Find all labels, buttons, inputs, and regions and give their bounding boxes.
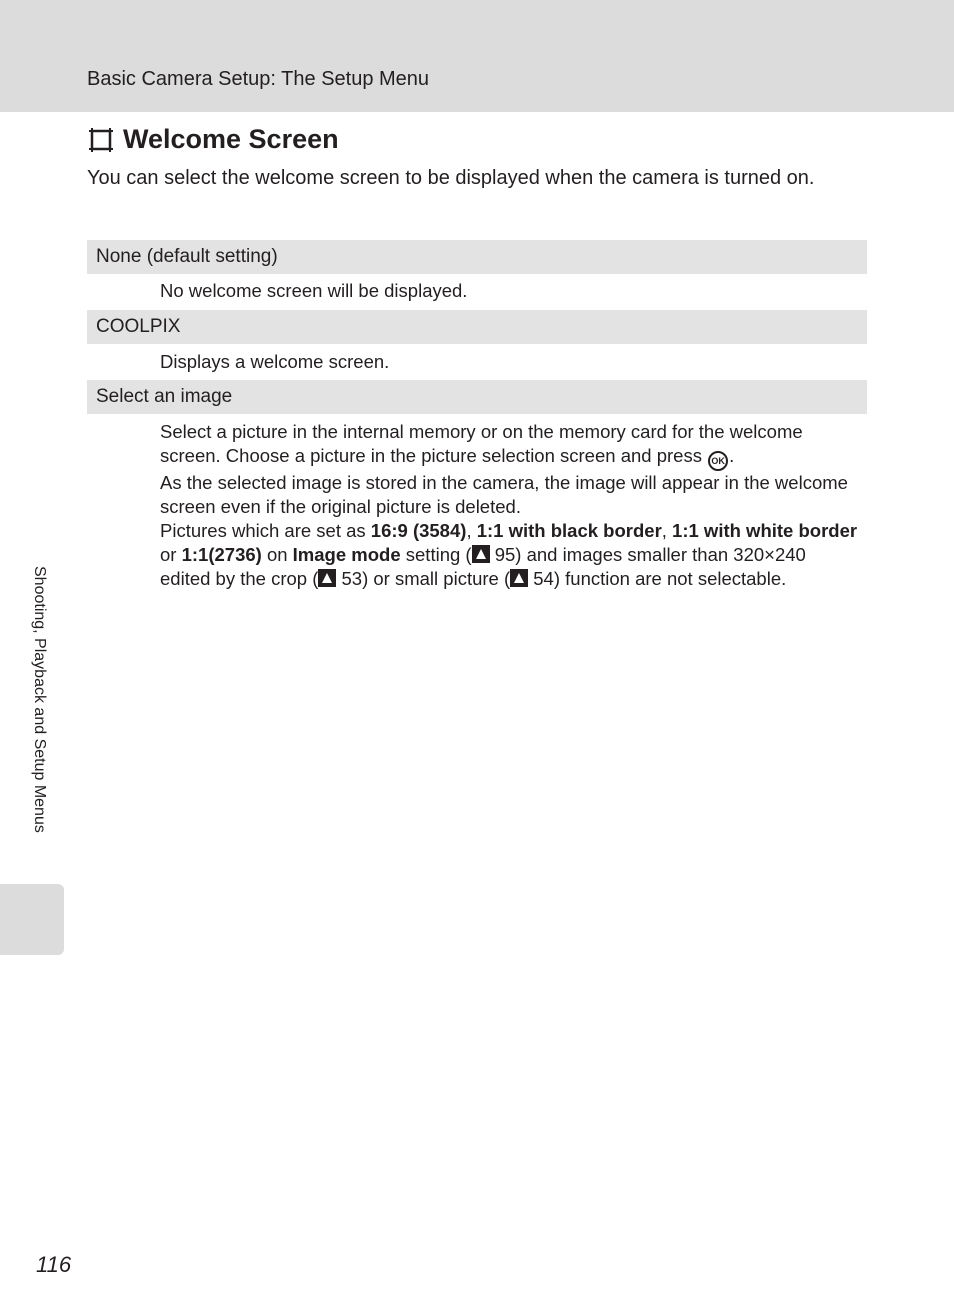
option-description: No welcome screen will be displayed. — [160, 280, 468, 301]
side-tab — [0, 884, 64, 955]
intro-text: You can select the welcome screen to be displayed when the camera is turned on. — [87, 167, 815, 189]
option-header-select-image — [87, 380, 867, 414]
option-label: None (default setting) — [96, 246, 278, 267]
paragraph: Pictures which are set as 16:9 (3584), 1:1 with black border, 1:1 with white border or 1:1(2736) on Image mode setting ( 95) and images smaller than 320×240 edited by the crop ( 53) or small picture ( 54) function are not selectable. — [160, 520, 858, 589]
option-header-coolpix — [87, 310, 867, 344]
paragraph: As the selected image is stored in the camera, the image will appear in the welcome screen even if the original picture is deleted. — [160, 472, 848, 517]
header-bar — [0, 0, 954, 112]
page-title-text: Welcome Screen — [123, 124, 339, 154]
ok-button-icon: OK — [708, 451, 728, 471]
side-section-label: Shooting, Playback and Setup Menus — [31, 566, 48, 833]
option-label: COOLPIX — [96, 316, 181, 337]
welcome-screen-icon — [87, 126, 115, 154]
page-reference-icon — [510, 569, 528, 587]
page-reference-icon — [318, 569, 336, 587]
paragraph: Select a picture in the internal memory or on the memory card for the welcome screen. Choose a picture in the picture selection screen and press OK . — [160, 420, 860, 471]
page-number: 116 — [36, 1252, 72, 1277]
option-header-none — [87, 240, 867, 274]
option-label: Select an image — [96, 386, 233, 407]
section-header: Basic Camera Setup: The Setup Menu — [87, 68, 430, 90]
page-title — [87, 124, 339, 155]
select-image-description — [160, 420, 860, 591]
option-description: Displays a welcome screen. — [160, 351, 390, 372]
page-reference-icon — [472, 545, 490, 563]
